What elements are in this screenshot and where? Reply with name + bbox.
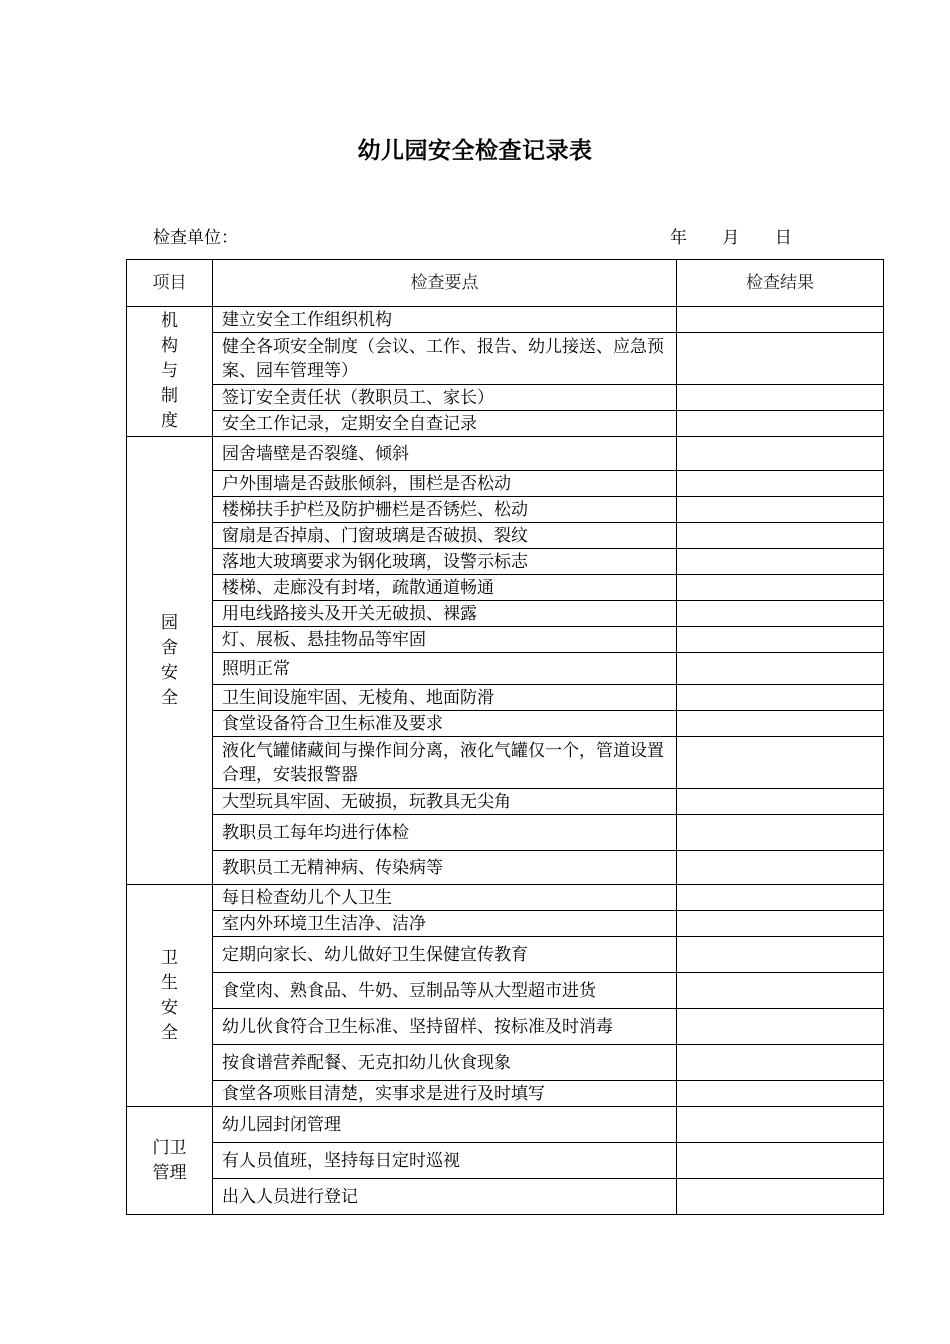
table-row: [127, 1009, 884, 1045]
checkpoint-cell: 出入人员进行登记: [213, 1179, 677, 1215]
result-cell[interactable]: [677, 937, 884, 973]
result-cell[interactable]: [677, 1009, 884, 1045]
result-cell[interactable]: [677, 737, 884, 789]
result-cell[interactable]: [677, 973, 884, 1009]
category-label-line: 构: [161, 336, 178, 356]
table-row: [127, 937, 884, 973]
checkpoint-cell: 建立安全工作组织机构: [213, 307, 677, 333]
table-row: [127, 333, 884, 385]
result-cell[interactable]: [677, 711, 884, 737]
table-row: [127, 549, 884, 575]
checkpoint-cell: 照明正常: [213, 653, 677, 685]
result-cell[interactable]: [677, 385, 884, 411]
category-cell: [127, 885, 213, 1107]
checkpoint-cell: 室内外环境卫生洁净、洁净: [213, 911, 677, 937]
table-row: [127, 685, 884, 711]
checkpoint-cell: 落地大玻璃要求为钢化玻璃，设警示标志: [213, 549, 677, 575]
table-row: [127, 1107, 884, 1143]
result-cell[interactable]: [677, 627, 884, 653]
category-label-line: 与: [161, 361, 178, 381]
table-row: [127, 1179, 884, 1215]
table-row: [127, 601, 884, 627]
checkpoint-cell: 教职员工无精神病、传染病等: [213, 851, 677, 885]
result-cell[interactable]: [677, 815, 884, 851]
column-header-checkpoints: 检查要点: [213, 260, 677, 307]
checkpoint-cell: 健全各项安全制度（会议、工作、报告、幼儿接送、应急预案、园车管理等）: [213, 333, 677, 385]
checkpoint-cell: 有人员值班，坚持每日定时巡视: [213, 1143, 677, 1179]
category-label-line: 管理: [152, 1162, 187, 1183]
checkpoint-cell: 卫生间设施牢固、无棱角、地面防滑: [213, 685, 677, 711]
result-cell[interactable]: [677, 1081, 884, 1107]
result-cell[interactable]: [677, 307, 884, 333]
result-cell[interactable]: [677, 1179, 884, 1215]
table-row: [127, 411, 884, 437]
category-label-line: 门卫: [152, 1137, 187, 1158]
table-row: [127, 627, 884, 653]
result-cell[interactable]: [677, 789, 884, 815]
table-body: [127, 307, 884, 1215]
column-header-project: 项目: [127, 260, 213, 307]
result-cell[interactable]: [677, 1107, 884, 1143]
result-cell[interactable]: [677, 333, 884, 385]
checkpoint-cell: 大型玩具牢固、无破损，玩教具无尖角: [213, 789, 677, 815]
table-row: [127, 737, 884, 789]
result-cell[interactable]: [677, 885, 884, 911]
table-row: [127, 307, 884, 333]
table-row: [127, 885, 884, 911]
checkpoint-cell: 定期向家长、幼儿做好卫生保健宣传教育: [213, 937, 677, 973]
checkpoint-cell: 食堂肉、熟食品、牛奶、豆制品等从大型超市进货: [213, 973, 677, 1009]
table-header-row: [127, 260, 884, 307]
category-label-line: 园: [161, 612, 178, 633]
checkpoint-cell: 安全工作记录，定期安全自查记录: [213, 411, 677, 437]
checkpoint-cell: 窗扇是否掉扇、门窗玻璃是否破损、裂纹: [213, 523, 677, 549]
category-label-line: 机: [161, 311, 178, 331]
table-row: [127, 973, 884, 1009]
checkpoint-cell: 幼儿园封闭管理: [213, 1107, 677, 1143]
checkpoint-cell: 按食谱营养配餐、无克扣幼儿伙食现象: [213, 1045, 677, 1081]
checkpoint-cell: 每日检查幼儿个人卫生: [213, 885, 677, 911]
category-cell: [127, 437, 213, 885]
table-row: [127, 815, 884, 851]
checkpoint-cell: 灯、展板、悬挂物品等牢固: [213, 627, 677, 653]
table-row: [127, 653, 884, 685]
category-label-line: 安: [161, 997, 178, 1018]
category-label-line: 全: [161, 1022, 178, 1043]
result-cell[interactable]: [677, 575, 884, 601]
checkpoint-cell: 签订安全责任状（教职员工、家长）: [213, 385, 677, 411]
checkpoint-cell: 户外围墙是否鼓胀倾斜，围栏是否松动: [213, 471, 677, 497]
table-row: [127, 911, 884, 937]
category-label-line: 安: [161, 662, 178, 683]
inspection-table: [126, 259, 884, 1215]
result-cell[interactable]: [677, 653, 884, 685]
inspection-unit-label: 检查单位：: [153, 228, 238, 248]
month-label: 月: [722, 228, 740, 248]
year-label: 年: [670, 228, 687, 248]
result-cell[interactable]: [677, 471, 884, 497]
result-cell[interactable]: [677, 523, 884, 549]
category-cell: [127, 1107, 213, 1215]
table-row: [127, 1081, 884, 1107]
result-cell[interactable]: [677, 911, 884, 937]
column-header-result: 检查结果: [677, 260, 884, 307]
category-label-line: 舍: [161, 637, 178, 658]
result-cell[interactable]: [677, 1143, 884, 1179]
table-row: [127, 711, 884, 737]
page-title: 幼儿园安全检查记录表: [357, 138, 593, 164]
category-label-line: 制: [161, 386, 178, 406]
result-cell[interactable]: [677, 601, 884, 627]
table-row: [127, 789, 884, 815]
table-row: [127, 575, 884, 601]
table-row: [127, 497, 884, 523]
result-cell[interactable]: [677, 685, 884, 711]
checkpoint-cell: 幼儿伙食符合卫生标准、坚持留样、按标准及时消毒: [213, 1009, 677, 1045]
category-cell: [127, 307, 213, 437]
result-cell[interactable]: [677, 851, 884, 885]
checkpoint-cell: 园舍墙壁是否裂缝、倾斜: [213, 437, 677, 471]
category-label-line: 度: [161, 411, 178, 431]
table-row: [127, 851, 884, 885]
category-label-line: 全: [161, 687, 178, 708]
table-row: [127, 1045, 884, 1081]
table-row: [127, 437, 884, 471]
checkpoint-cell: 教职员工每年均进行体检: [213, 815, 677, 851]
table-row: [127, 1143, 884, 1179]
result-cell[interactable]: [677, 411, 884, 437]
table-row: [127, 523, 884, 549]
date-fields: [670, 223, 792, 248]
table-row: [127, 471, 884, 497]
category-label-line: 生: [161, 972, 178, 993]
table-row: [127, 385, 884, 411]
checkpoint-cell: 用电线路接头及开关无破损、裸露: [213, 601, 677, 627]
result-cell[interactable]: [677, 437, 884, 471]
checkpoint-cell: 液化气罐储藏间与操作间分离，液化气罐仅一个，管道设置合理，安装报警器: [213, 737, 677, 789]
result-cell[interactable]: [677, 1045, 884, 1081]
category-label-line: 卫: [161, 947, 178, 968]
checkpoint-cell: 楼梯扶手护栏及防护栅栏是否锈烂、松动: [213, 497, 677, 523]
day-label: 日: [774, 228, 792, 248]
checkpoint-cell: 食堂各项账目清楚，实事求是进行及时填写: [213, 1081, 677, 1107]
result-cell[interactable]: [677, 549, 884, 575]
result-cell[interactable]: [677, 497, 884, 523]
checkpoint-cell: 楼梯、走廊没有封堵，疏散通道畅通: [213, 575, 677, 601]
checkpoint-cell: 食堂设备符合卫生标准及要求: [213, 711, 677, 737]
